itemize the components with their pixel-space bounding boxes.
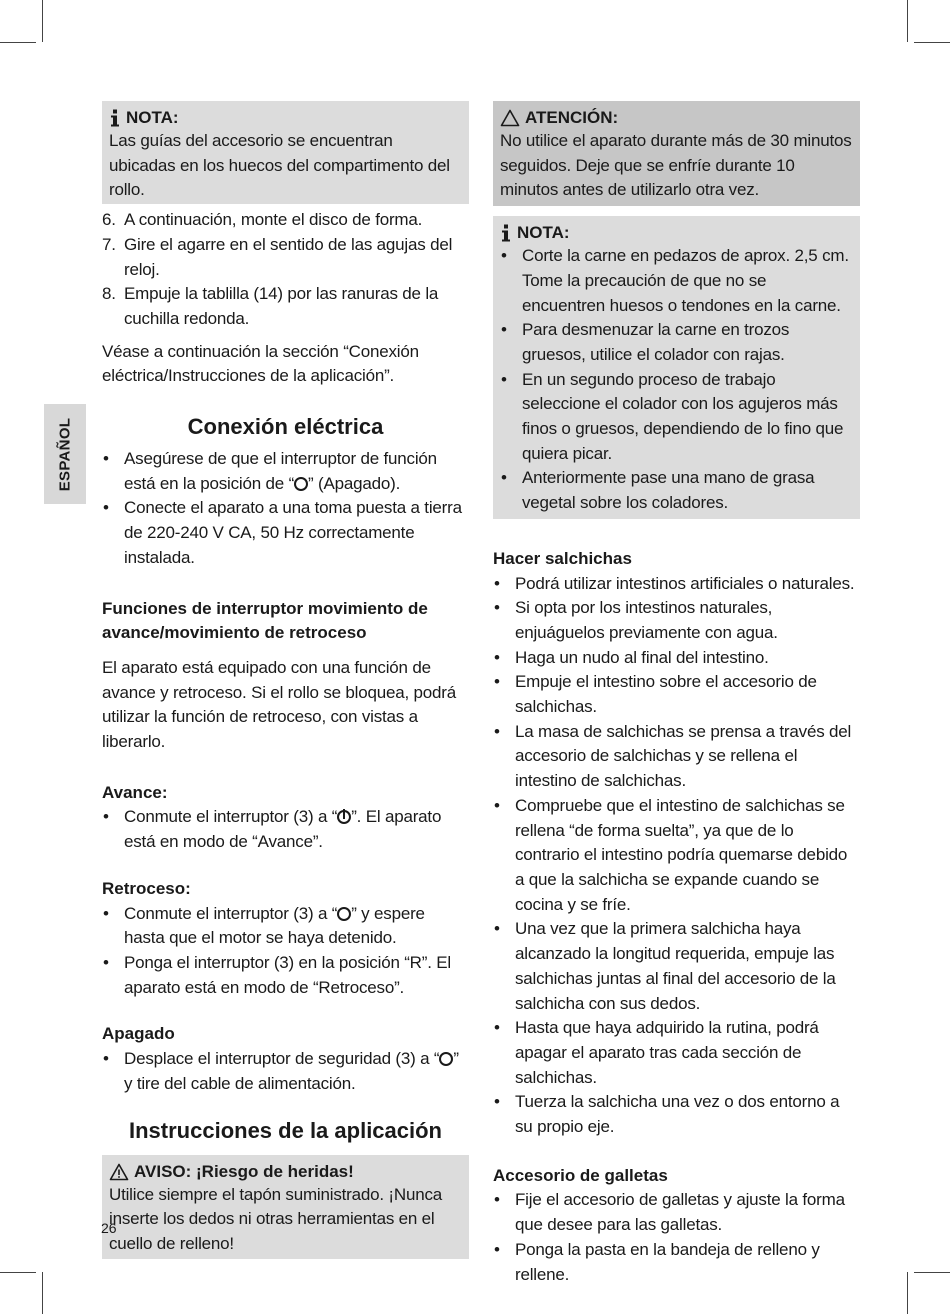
left-column <box>102 101 469 1259</box>
right-column <box>493 101 860 1287</box>
section-title-salchichas: Hacer salchichas <box>493 548 632 568</box>
steps-list <box>102 208 469 332</box>
bullet-text: Conmute el interruptor (3) a “ <box>124 903 338 923</box>
list-item: • En un segundo proceso de trabajo seleccione el colador con los agujeros más finos o gruesos, dependiendo de lo fino que quiera picar. <box>500 368 853 467</box>
section-title-funciones: Funciones de interruptor movimiento de avance/movimiento de retroceso <box>102 598 428 643</box>
bullet-text: ”. El aparato está en modo de “Avance”. <box>124 807 442 852</box>
crop-mark <box>907 1272 908 1314</box>
section-title-conexion: Conexión eléctrica <box>187 414 384 440</box>
list-item: • Podrá utilizar intestinos artificiales o naturales. <box>493 572 860 597</box>
bullet-text: ” (Apagado). <box>308 473 401 493</box>
note-title: NOTA: <box>126 108 179 127</box>
bullet-text: Conmute el interruptor (3) a “ <box>124 807 338 827</box>
list-item <box>102 233 469 282</box>
note-header <box>500 222 853 244</box>
list-item <box>102 902 469 951</box>
step-text: Gire el agarre en el sentido de las agujas del reloj. <box>124 234 453 279</box>
bullet-text: ” y espere hasta que el motor se haya detenido. <box>124 903 425 948</box>
list-item <box>102 496 469 570</box>
page-number: 26 <box>101 1220 117 1236</box>
crop-mark <box>0 42 36 43</box>
off-symbol-icon <box>337 907 351 921</box>
list-item <box>102 1047 469 1096</box>
warning-header <box>109 1161 462 1183</box>
note-title: NOTA: <box>517 223 570 243</box>
avance-list <box>102 805 469 854</box>
list-item: • Empuje el intestino sobre el accesorio de salchichas. <box>493 670 860 719</box>
apagado-list <box>102 1047 469 1096</box>
crop-mark <box>914 1272 950 1273</box>
see-also-text: Véase a continuación la sección “Conexión eléctrica/Instrucciones de la aplicación”. <box>102 341 419 386</box>
list-item: • Una vez que la primera salchicha haya alcanzado la longitud requerida, empuje las salchichas juntas al final del accesorio de la salchicha con sus dedos. <box>493 917 860 1016</box>
note-box <box>493 216 860 519</box>
section-title-avance: Avance: <box>102 782 168 802</box>
bullet-text: Asegúrese de que el interruptor de función está en la posición de “ <box>124 449 437 493</box>
list-item: • Tuerza la salchicha una vez o dos entorno a su propio eje. <box>493 1090 860 1139</box>
on-symbol-icon <box>337 810 351 824</box>
section-title-instrucciones: Instrucciones de la aplicación <box>129 1117 442 1143</box>
conexion-list <box>102 447 469 571</box>
attention-box <box>493 101 860 206</box>
crop-mark <box>914 42 950 43</box>
salchichas-list <box>493 572 860 1140</box>
list-item: • Fije el accesorio de galletas y ajuste la forma que desee para las galletas. <box>493 1188 860 1237</box>
list-item: • Compruebe que el intestino de salchichas se rellena “de forma suelta”, ya que de lo contrario el intestino podría quemarse debido a que la salchicha se expande cuando se cocina y se fríe. <box>493 794 860 918</box>
bullet-text: Ponga el interruptor (3) en la posición “R”. El aparato está en modo de “Retroceso”. <box>124 952 451 997</box>
info-icon <box>109 109 121 127</box>
list-item: • Corte la carne en pedazos de aprox. 2,5 cm. Tome la precaución de que no se encuentren huesos o tendones en la carne. <box>500 244 853 318</box>
crop-mark <box>42 0 43 42</box>
bullet-text: Conecte el aparato a una toma puesta a tierra de 220-240 V CA, 50 Hz correctamente instalada. <box>124 498 462 567</box>
attention-text: No utilice el aparato durante más de 30 minutos seguidos. Deje que se enfríe durante 10 minutos antes de utilizarlo otra vez. <box>500 131 852 200</box>
step-number: 6. <box>102 210 116 230</box>
warning-triangle-icon <box>109 1163 129 1181</box>
list-item <box>102 282 469 331</box>
list-item <box>102 805 469 854</box>
funciones-text: El aparato está equipado con una función de avance y retroceso. Si el rollo se bloquea, podrá utilizar la función de retroceso, con vistas a liberarlo. <box>102 657 457 752</box>
list-item: • Si opta por los intestinos naturales, enjuáguelos previamente con agua. <box>493 596 860 645</box>
attention-header <box>500 107 853 129</box>
language-tab-label: ESPAÑOL <box>56 417 74 491</box>
note-header <box>109 107 462 129</box>
section-title-retroceso: Retroceso: <box>102 878 191 898</box>
note-text: Las guías del accesorio se encuentran ubicadas en los huecos del compartimento del rollo. <box>109 131 450 200</box>
crop-mark <box>907 0 908 42</box>
warning-text: Utilice siempre el tapón suministrado. ¡Nunca inserte los dedos ni otras herramientas en el cuello de relleno! <box>109 1184 443 1253</box>
warning-box <box>102 1155 469 1259</box>
crop-mark <box>0 1272 36 1273</box>
list-item: • La masa de salchichas se prensa a través del accesorio de salchichas y se rellena el intestino de salchichas. <box>493 720 860 794</box>
section-title-galletas: Accesorio de galletas <box>493 1165 668 1185</box>
bullet-text: ” y tire del cable de alimentación. <box>124 1049 459 1093</box>
bullet-text: Desplace el interruptor de seguridad (3) a “ <box>124 1049 440 1069</box>
list-item <box>102 951 469 1000</box>
list-item: • Ponga la pasta en la bandeja de relleno y rellene. <box>493 1238 860 1287</box>
list-item: • Anteriormente pase una mano de grasa vegetal sobre los coladores. <box>500 466 853 515</box>
galletas-list <box>493 1188 860 1287</box>
list-item: • Haga un nudo al final del intestino. <box>493 646 860 671</box>
crop-mark <box>42 1272 43 1314</box>
list-item <box>102 208 469 233</box>
note-box <box>102 101 469 204</box>
section-title-apagado: Apagado <box>102 1024 175 1044</box>
step-text: Empuje la tablilla (14) por las ranuras de la cuchilla redonda. <box>124 284 439 328</box>
list-item: • Para desmenuzar la carne en trozos gruesos, utilice el colador con rajas. <box>500 318 853 367</box>
step-text: A continuación, monte el disco de forma. <box>124 210 423 230</box>
retroceso-list <box>102 902 469 1001</box>
off-symbol-icon <box>294 477 308 491</box>
step-number: 7. <box>102 234 116 254</box>
note-list <box>500 244 853 516</box>
list-item <box>102 447 469 496</box>
caution-triangle-icon <box>500 109 520 127</box>
step-number: 8. <box>102 284 116 304</box>
warning-title: AVISO: ¡Riesgo de heridas! <box>134 1161 354 1181</box>
language-tab <box>44 404 86 504</box>
info-icon <box>500 224 512 242</box>
list-item: • Hasta que haya adquirido la rutina, podrá apagar el aparato tras cada sección de salchichas. <box>493 1016 860 1090</box>
attention-title: ATENCIÓN: <box>525 108 619 127</box>
off-symbol-icon <box>439 1052 453 1066</box>
